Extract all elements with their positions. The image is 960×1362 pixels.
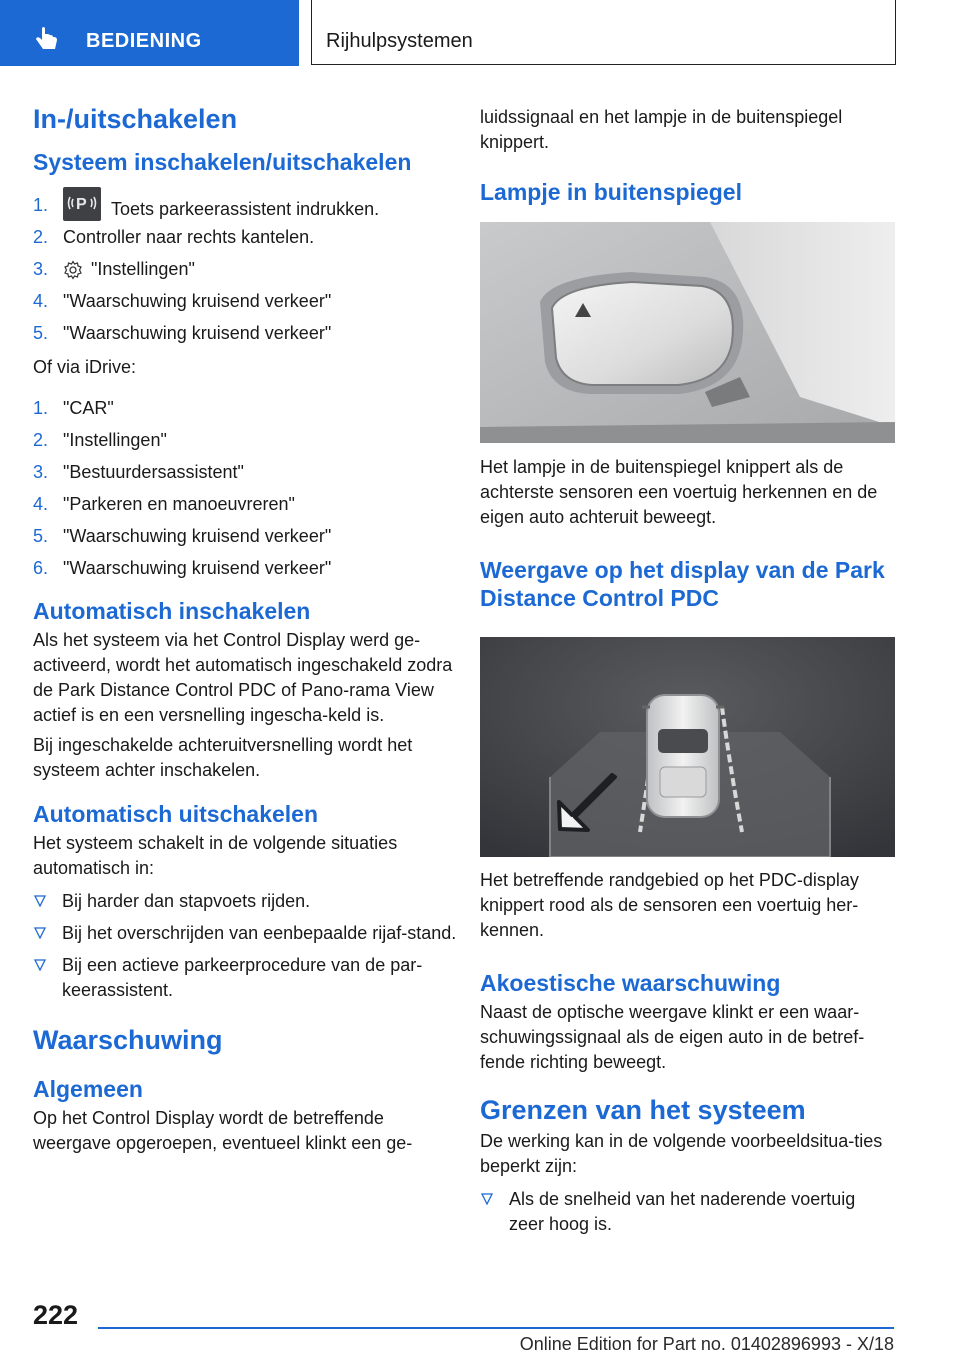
list-text: "Waarschuwing kruisend verkeer" <box>63 323 332 343</box>
bullet-text: Als de snelheid van het naderende voertuig zeer hoog is. <box>509 1189 856 1234</box>
heading-warning: Waarschuwing <box>33 1025 223 1055</box>
list-item <box>33 524 458 556</box>
triangle-bullet-icon <box>34 927 46 939</box>
heading-mirror-lamp: Lampje in buitenspiegel <box>480 179 742 205</box>
chapter-header <box>311 0 896 65</box>
steps-list-b <box>33 396 458 588</box>
list-number: 4. <box>33 291 49 311</box>
list-text: "Waarschuwing kruisend verkeer" <box>63 291 332 311</box>
list-number: 1. <box>33 398 49 418</box>
list-text: "Waarschuwing kruisend verkeer" <box>63 558 332 578</box>
bullet-item <box>33 953 458 1003</box>
bullet-item <box>33 889 458 914</box>
left-column <box>33 100 458 1156</box>
bullet-text: Bij een actieve parkeerprocedure van de par-keerassistent. <box>62 955 423 1000</box>
bullet-text: Bij harder dan stapvoets rijden. <box>62 891 311 911</box>
list-item <box>33 193 458 225</box>
list-number: 2. <box>33 430 49 450</box>
heading-pdc-display: Weergave op het display van de Park Distance Control PDC <box>480 557 885 611</box>
bullet-text: Bij het overschrijden van eenbepaalde rijaf-stand. <box>62 923 457 943</box>
idrive-intro: Of via iDrive: <box>33 357 137 377</box>
list-number: 2. <box>33 227 49 247</box>
general-paragraph: Op het Control Display wordt de betreffende weergave opgeroepen, eventueel klinkt een ge- <box>33 1108 413 1153</box>
heading-auto-off: Automatisch uitschakelen <box>33 801 319 827</box>
bullet-item <box>480 1187 895 1237</box>
mirror-lamp-figure <box>480 222 895 443</box>
list-number: 6. <box>33 558 49 578</box>
list-number: 4. <box>33 494 49 514</box>
list-item <box>33 257 458 289</box>
auto-off-list <box>33 889 458 1003</box>
list-number: 5. <box>33 526 49 546</box>
list-text: "Bestuurdersassistent" <box>63 462 244 482</box>
list-item <box>33 492 458 524</box>
list-text: "CAR" <box>63 398 114 418</box>
heading-auto-on: Automatisch inschakelen <box>33 598 311 624</box>
header-section-tab <box>0 0 299 66</box>
list-number: 5. <box>33 323 49 343</box>
mirror-caption: Het lampje in de buitenspiegel knippert als de achterste sensoren een voertuig herkennen en de eigen auto achteruit beweegt. <box>480 457 878 527</box>
bullet-item <box>33 921 458 946</box>
heading-in-uitschakelen: In-/uitschakelen <box>33 104 238 134</box>
limits-intro: De werking kan in de volgende voorbeeldsitua-ties beperkt zijn: <box>480 1131 883 1176</box>
edition-label: Online Edition for Part no. 01402896993 - X/18 <box>519 1334 894 1354</box>
hand-pointer-icon <box>34 26 60 52</box>
page-number: 222 <box>33 1300 79 1330</box>
right-column-bottom <box>480 868 895 1244</box>
limits-list <box>480 1187 895 1237</box>
list-number: 3. <box>33 462 49 482</box>
pdc-caption: Het betreffende randgebied op het PDC-display knippert rood als de sensoren een voertuig her-kennen. <box>480 870 859 940</box>
list-text: Toets parkeerassistent indrukken. <box>111 198 380 219</box>
triangle-bullet-icon <box>481 1193 493 1205</box>
list-item <box>33 225 458 257</box>
heading-system-limits: Grenzen van het systeem <box>480 1095 806 1125</box>
right-column <box>480 105 895 206</box>
gear-icon <box>63 260 83 280</box>
auto-off-intro: Het systeem schakelt in de volgende situaties automatisch in: <box>33 833 398 878</box>
svg-text:P: P <box>76 196 87 213</box>
pdc-display-figure <box>480 637 895 857</box>
heading-system-toggle: Systeem inschakelen/uitschakelen <box>33 149 412 175</box>
list-item <box>33 321 458 353</box>
list-text: "Waarschuwing kruisend verkeer" <box>63 526 332 546</box>
list-item <box>33 289 458 321</box>
list-item <box>33 460 458 492</box>
triangle-bullet-icon <box>34 895 46 907</box>
list-number: 1. <box>33 195 49 215</box>
list-item <box>33 396 458 428</box>
auto-on-paragraph-1: Als het systeem via het Control Display werd ge-activeerd, wordt het automatisch ingeschakeld zodra de Park Distance Control PDC of Pano-rama View actief is en een versnelling ingescha-keld is. <box>33 630 453 725</box>
auto-on-paragraph-2: Bij ingeschakelde achteruitversnelling wordt het systeem achter inschakelen. <box>33 735 413 780</box>
acoustic-paragraph: Naast de optische weergave klinkt er een waar-schuwingssignaal als de eigen auto in de betref-fende richting beweegt. <box>480 1002 865 1072</box>
list-text: "Instellingen" <box>63 430 167 450</box>
list-item <box>33 428 458 460</box>
continued-paragraph: luidssignaal en het lampje in de buitenspiegel knippert. <box>480 107 843 152</box>
heading-acoustic-warning: Akoestische waarschuwing <box>480 970 781 996</box>
chapter-label: Rijhulpsystemen <box>326 30 473 52</box>
steps-list-a <box>33 193 458 353</box>
footer-divider <box>98 1327 894 1329</box>
list-item <box>33 556 458 588</box>
right-column-mid <box>480 455 895 612</box>
list-text: "Parkeren en manoeuvreren" <box>63 494 295 514</box>
list-text: "Instellingen" <box>91 259 195 279</box>
triangle-bullet-icon <box>34 959 46 971</box>
list-number: 3. <box>33 259 49 279</box>
list-text: Controller naar rechts kantelen. <box>63 227 315 247</box>
section-label: BEDIENING <box>86 30 202 52</box>
heading-general: Algemeen <box>33 1076 143 1102</box>
park-assist-button-icon <box>63 187 101 221</box>
